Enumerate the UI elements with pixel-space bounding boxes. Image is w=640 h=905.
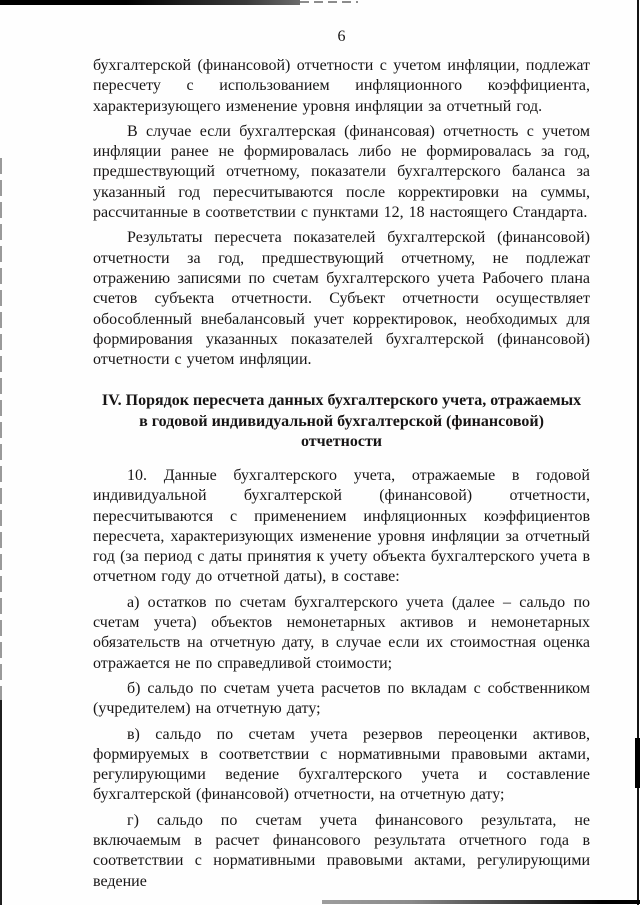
- paragraph-continuation: бухгалтерской (финансовой) отчетности с учетом инфляции, подлежат пересчету с использованием инфляционного коэффициента, характеризующего изменение уровня инфляции за отчетный год.: [93, 57, 590, 115]
- scan-artifact-right-edge-line: [637, 0, 639, 905]
- scan-artifact-top-bar: [0, 0, 300, 5]
- paragraph-recalc-condition: В случае если бухгалтерская (финансовая) отчетность с учетом инфляции ранее не формировалась либо не формировалась за год, предшествующий отчетному, показатели бухгалтерского баланса за указанный год пересчитываются после корректировки на суммы, рассчитанные в соответствии с пунктами 12, 18 настоящего Стандарта.: [93, 122, 590, 222]
- scan-artifact-left-edge-dashed-line: [0, 158, 2, 700]
- scan-artifact-left-edge-line: [0, 700, 2, 905]
- section-heading-iv: IV. Порядок пересчета данных бухгалтерского учета, отражаемых в годовой индивидуальной бухгалтерской (финансовой) отчетности: [101, 392, 582, 451]
- list-item-v: в) сальдо по счетам учета резервов переоценки активов, формируемых в соответствии с нормативными правовыми актами, регулирующими ведение бухгалтерского учета и составление бухгалтерской (финансовой) отчетности, на отчетную дату;: [93, 725, 590, 804]
- list-item-g: г) сальдо по счетам учета финансового результата, не включаемым в расчет финансового результата отчетного года в соответствии с нормативными правовыми актами, регулирующими ведение: [93, 811, 590, 890]
- paragraph-clause-10: 10. Данные бухгалтерского учета, отражаемые в годовой индивидуальной бухгалтерской (финансовой) отчетности, пересчитываются с применением инфляционных коэффициентов пересчета, характеризующих изменение уровня инфляции за отчетный год (за период с даты принятия к учету объекта бухгалтерского учета в отчетном году до отчетной даты), в составе:: [93, 466, 590, 586]
- paragraph-recalc-results: Результаты пересчета показателей бухгалтерской (финансовой) отчетности за год, предшествующий отчетному, не подлежат отражению записями по счетам бухгалтерского учета Рабочего плана счетов субъекта отчетности. Субъект отчетности осуществляет обособленный внебалансовый учет корректировок, необходимых для формирования указанных показателей бухгалтерской (финансовой) отчетности с учетом инфляции.: [93, 229, 590, 369]
- page-number: 6: [337, 28, 346, 45]
- list-item-a: а) остатков по счетам бухгалтерского учета (далее – сальдо по счетам учета) объектов немонетарных активов и немонетарных обязательств на отчетную дату, в случае если их стоимостная оценка отражается не по справедливой стоимости;: [93, 593, 590, 672]
- list-item-b: б) сальдо по счетам учета расчетов по вкладам с собственником (учредителем) на отчетную дату;: [93, 679, 590, 718]
- scan-artifact-top-bar-tail: [300, 1, 358, 3]
- scan-artifact-bottom-bar: [322, 900, 640, 904]
- scan-artifact-right-edge-blot: [635, 738, 640, 788]
- page-content: [93, 27, 590, 897]
